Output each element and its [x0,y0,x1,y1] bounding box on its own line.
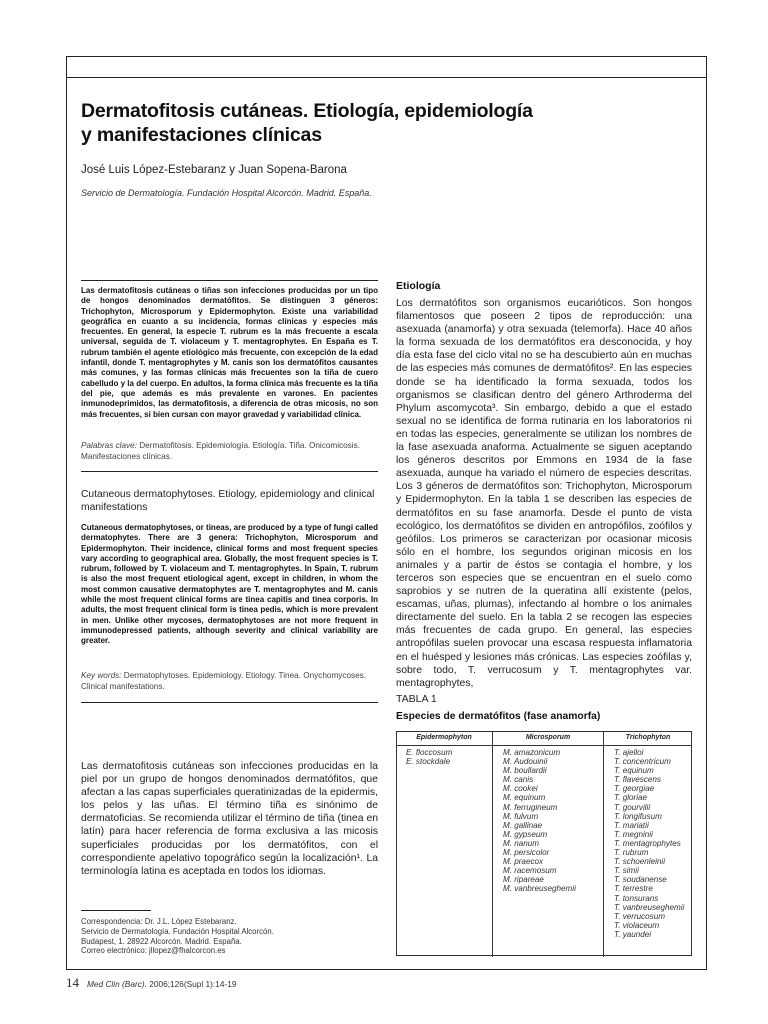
journal-citation: 2006;126(Supl 1):14-19 [149,979,237,989]
correspondence [81,917,274,956]
table-cell-epidermophyton: E. floccosum E. stockdale [406,748,453,767]
keywords-en-text: Dermatophytoses. Epidemiology. Etiology. Tinea. Onychomycoses. Clinical manifestations. [81,671,367,691]
table-caption: Especies de dermatófitos (fase anamorfa) [396,711,601,722]
table-header: Epidermophyton [396,731,493,746]
correspondence-line: Correspondencia: Dr. J.L. López Estebaranz. [81,917,237,926]
authors: José Luis López-Estebaranz y Juan Sopena-Barona [81,164,347,176]
header-rule [66,77,707,78]
table-header: Microsporum [493,731,604,746]
body-text: Los dermatófitos son organismos eucarióticos. Son hongos filamentosos que poseen 2 tipos de reproducción: una asexuada (anamorfa) y otra sexuada (telemorfa). Hace 40 años la forma sexuada de los dermatófitos era desconocida, y hoy día esta fase del ciclo vital no se ha descubierto aún en muchas de las especies más comunes de dermatófitos². En las especies donde se ha identificado la forma sexuada, todos los organismos se clasifican dentro del género Arthroderma del Phylum ascomycota³. Sin embargo, debido a que el estado sexual no se identifica de forma rutinaria en los laboratorios ni en todas las especies, generalmente se utilizan los nombres de la fase asexuada anaforma. Actualmente se siguen aceptando los géneros descritos por Emmons en 1934 de la fase asexuada, aunque ha variado el número de especies descritas. Los 3 géneros de dermatófitos son: Trichophyton, Microsporum y Epidermophyton. En la tabla 1 se describen las especies de dermatófitos en su fase anamorfa. Desde el punto de vista ecológico, los dermatófitos se dividen en antropófilos, zoófilos y geófilos. Los primeros se caracterizan por ocasionar micosis sólo en el hombre, los segundos originan micosis en los animales y a partir de éstos se contagia el hombre, y los terceros son especies que se encuentran en el suelo como saprobios y se nutren de la queratina allí existente (pelos, escamas, uñas, plumas), infectando al hombre o los animales directamente del suelo. En la tabla 2 se recogen las especies más frecuentes de cada grupo. En general, las especies antropófilas suelen provocar una escasa respuesta inflamatoria en el huésped y lesiones más crónicas. Las especies zoófilas y, sobre todo, T. verrucosum y T. mentagrophytes var. mentagrophytes, [396,298,692,689]
title-line-2: y manifestaciones clínicas [81,124,322,146]
footnote-rule [81,910,151,911]
abstract-top-rule [81,280,378,281]
keywords-en [81,670,378,692]
keywords-es-label: Palabras clave: [81,441,137,450]
correspondence-line: Servicio de Dermatología. Fundación Hospital Alcorcón. [81,926,274,936]
abstract-es: Las dermatofitosis cutáneas o tiñas son infecciones producidas por un tipo de hongos denominados dermatófitos. Se distinguen 3 géneros: Trichophyton, Microsporum y Epidermophyton. Existe una variabilidad geográfica en cuanto a su incidencia, formas clínicas y especies más frecuentes. En general, la especie T. rubrum es la más frecuente a escala universal, seguida de T. violaceum y T. mentagrophytes. En España es T. rubrum también el agente etiológico más frecuente, con excepción de la edad infantil, donde T. mentagrophytes y M. canis son los dermatófitos causantes más comunes, y las formas clínicas más frecuentes son la tiña de cuero cabelludo y la del cuerpo. En adultos, la forma clínica más frecuente es la tiña del pie, que además es más prevalente en varones. En pacientes inmunodeprimidos, las dermatofitosis, a diferencia de otras micosis, no son más frecuentes, si bien cursan con mayor gravedad y variabilidad clínica. [81,286,378,419]
intro-paragraph: Las dermatofitosis cutáneas son infecciones producidas en la piel por un grupo de hongos denominados dermatófitos, que afectan a las capas superficiales queratinizadas de la epidermis, los pelos y las uñas. El término tiña es sinónimo de dermatoficias. Se recomienda utilizar el término de tiña (tinea en latín) para hacer referencia de forma exclusiva a las micosis superficiales producidas por los dermatófitos, con el correspondiente apelativo topográfico según la localización¹. La terminología latina es aceptada en todos los idiomas. [81,761,378,877]
abstract-en: Cutaneous dermatophytoses, or tineas, are produced by a type of fungi called dermatophytes. There are 3 genera: Trichophyton, Microsporum and Epidermophyton. Their incidence, clinical forms and most frequent species vary according to geographical area. Globally, the most frequent species is T. rubrum, followed by T. violaceum and T. mentagrophytes. In Spain, T. rubrum is also the most frequent etiological agent, except in children, in whom the most common causative dermatophytes are T. mentagrophytes and M. canis while the most frequent clinical forms are tinea capitis and tinea corporis. In adults, the most frequent clinical form is tinea pedis, which is more prevalent in men. Unlike other mycoses, dermatophytoses are not more frequent in immunodepressed patients, although severity and clinical variability are greater. [81,523,378,646]
affiliation: Servicio de Dermatología. Fundación Hospital Alcorcón. Madrid. España. [81,188,372,198]
title-line-1: Dermatofitosis cutáneas. Etiología, epidemiología [81,100,533,122]
species-table [396,731,692,957]
page-footer [66,975,236,991]
table-cell-microsporum: M. amazonicum M. Audouinii M. boullardii M. canis M. cookei M. equinum M. ferrugineum M. fulvum M. gallinae M. gypseum M. nanum M. persicolor M. praecox M. racemosum M. ripareae M. vanbreuseghemii [493,746,604,958]
keywords-es [81,440,378,462]
keywords-es-text: Dermatofitosis. Epidemiología. Etiología. Tiña. Onicomicosis. Manifestaciones clínicas. [81,441,360,461]
journal-name: Med Clin (Barc). [87,979,147,989]
section-heading: Etiología [396,280,441,292]
table-header: Trichophyton [604,731,693,746]
article-title [81,99,681,147]
abstract-mid-rule [81,471,378,472]
correspondence-line: Correo electrónico: jllopez@fhalcorcon.es [81,946,226,956]
english-title: Cutaneous dermatophytoses. Etiology, epidemiology and clinical manifestations [81,489,375,513]
abstract-bottom-rule [81,702,378,703]
correspondence-line: Budapest, 1. 28922 Alcorcón. Madrid. España. [81,936,242,946]
table-cell-trichophyton: T. ajelloi T. concentricum T. equinum T. flavescens T. georgiae T. gloriae T. gourvilii T. longifusum T. mariatii T. megninii T. mentagrophytes T. rubrum T. schoenleinii T. simii T. soudanense T. terrestre T. tonsurans T. vanbreuseghemii T. verrucosum T. violaceum T. yaundei [604,746,693,958]
page-number: 14 [66,975,79,990]
keywords-en-label: Key words: [81,671,122,680]
table-label: TABLA 1 [396,693,437,705]
